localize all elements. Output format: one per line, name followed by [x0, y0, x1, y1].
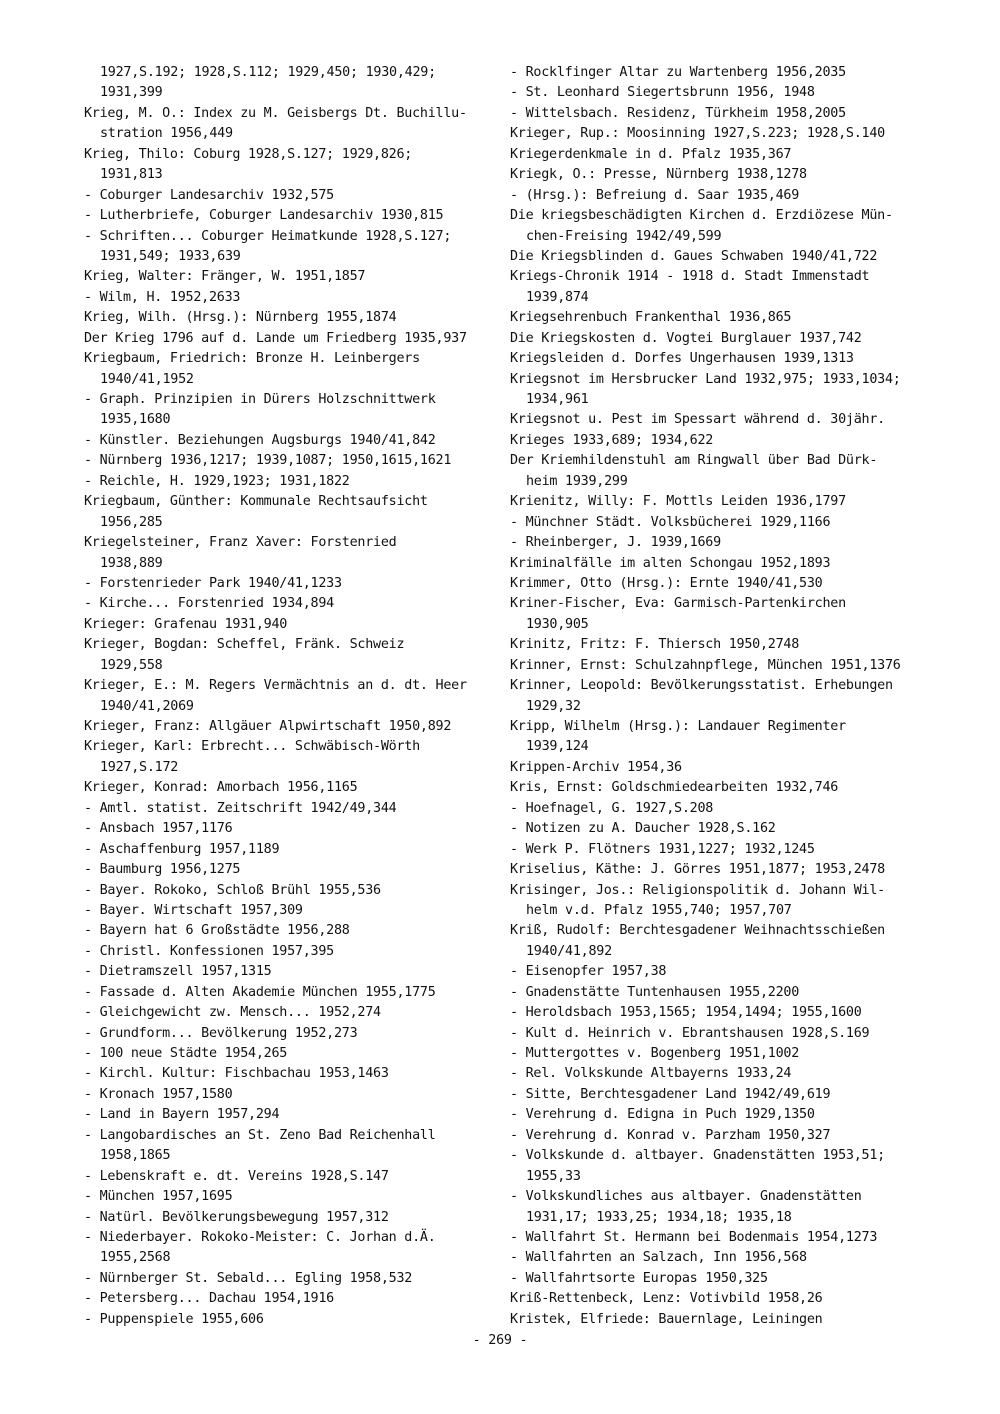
index-entry-line: - Grundform... Bevölkerung 1952,273	[84, 1025, 358, 1041]
index-entry-line: Krieg, Wilh. (Hrsg.): Nürnberg 1955,1874	[84, 310, 397, 326]
index-entry-line: - Langobardisches an St. Zeno Bad Reichenhall	[84, 1127, 436, 1143]
index-entry-line: Krieger: Grafenau 1931,940	[84, 616, 288, 632]
index-entry-line: Kriegsnot u. Pest im Spessart während d. 30jähr.	[510, 412, 885, 428]
index-entry-line: - Rheinberger, J. 1939,1669	[510, 535, 721, 551]
index-entry-line: Die kriegsbeschädigten Kirchen d. Erzdiözese Mün-	[510, 208, 893, 224]
index-entry-line: 1939,124	[526, 739, 589, 755]
index-entry-line: helm v.d. Pfalz 1955,740; 1957,707	[526, 902, 792, 918]
index-entry-line: 1931,17; 1933,25; 1934,18; 1935,18	[526, 1209, 792, 1225]
index-entry-line: Kriegs-Chronik 1914 - 1918 d. Stadt Immenstadt	[510, 269, 870, 285]
index-entry-line: - Bayer. Wirtschaft 1957,309	[84, 902, 303, 918]
index-entry-line: chen-Freising 1942/49,599	[526, 228, 722, 244]
index-entry-line: Der Krieg 1796 auf d. Lande um Friedberg 1935,937	[84, 330, 467, 346]
index-entry-line: - Verehrung d. Konrad v. Parzham 1950,327	[510, 1127, 831, 1143]
index-entry-line: - Reichle, H. 1929,1923; 1931,1822	[84, 473, 350, 489]
index-entry-line: - Wilm, H. 1952,2633	[84, 289, 241, 305]
index-entry-line: Kriegsleiden d. Dorfes Ungerhausen 1939,1313	[510, 351, 854, 367]
index-entry-line: - St. Leonhard Siegertsbrunn 1956, 1948	[510, 85, 815, 101]
index-entry-line: - Gleichgewicht zw. Mensch... 1952,274	[84, 1005, 381, 1021]
index-entry-line: 1938,889	[100, 555, 163, 571]
index-entry-line: Die Kriegskosten d. Vogtei Burglauer 1937,742	[510, 330, 862, 346]
index-entry-line: - Puppenspiele 1955,606	[84, 1311, 264, 1327]
index-entry-line: Kriselius, Käthe: J. Görres 1951,1877; 1953,2478	[510, 862, 885, 878]
index-entry-line: - Rocklfinger Altar zu Wartenberg 1956,2035	[510, 65, 846, 80]
index-entry-line: Kris, Ernst: Goldschmiedearbeiten 1932,746	[510, 780, 839, 796]
index-entry-line: Krieger, Franz: Allgäuer Alpwirtschaft 1950,892	[84, 719, 452, 734]
index-entry-line: - Baumburg 1956,1275	[84, 862, 241, 878]
index-entry-line: - Wittelsbach. Residenz, Türkheim 1958,2005	[510, 105, 846, 121]
index-entry-line: - Kirchl. Kultur: Fischbachau 1953,1463	[84, 1066, 389, 1082]
index-entry-line: Der Kriemhildenstuhl am Ringwall über Bad Dürk-	[510, 453, 878, 469]
index-entry-line: - Wallfahrtsorte Europas 1950,325	[510, 1270, 768, 1286]
index-entry-line: 1927,S.192; 1928,S.112; 1929,450; 1930,429;	[100, 65, 436, 80]
index-entry-line: - Hoefnagel, G. 1927,S.208	[510, 800, 714, 816]
index-entry-line: - Petersberg... Dachau 1954,1916	[84, 1291, 334, 1307]
index-entry-line: 1927,S.172	[100, 759, 179, 775]
index-entry-line: - Lebenskraft e. dt. Vereins 1928,S.147	[84, 1168, 389, 1184]
index-entry-line: Kriegbaum, Friedrich: Bronze H. Leinbergers	[84, 351, 420, 367]
index-entry-line: - Wallfahrt St. Hermann bei Bodenmais 1954,1273	[510, 1229, 878, 1245]
index-entry-line: - Land in Bayern 1957,294	[84, 1107, 280, 1123]
index-entry-line: heim 1939,299	[526, 473, 628, 489]
index-entry-line: - Amtl. statist. Zeitschrift 1942/49,344	[84, 800, 397, 816]
index-entry-line: - (Hrsg.): Befreiung d. Saar 1935,469	[510, 187, 800, 203]
index-entry-line: Krieger, E.: M. Regers Vermächtnis an d. dt. Heer	[84, 678, 467, 694]
index-entry-line: - Christl. Konfessionen 1957,395	[84, 943, 334, 959]
index-entry-line: - Coburger Landesarchiv 1932,575	[84, 187, 334, 203]
index-entry-line: Die Kriegsblinden d. Gaues Schwaben 1940/41,722	[510, 248, 878, 264]
index-entry-line: 1931,549; 1933,639	[100, 248, 241, 264]
index-entry-line: 1931,813	[100, 167, 163, 183]
index-entry-line: 1958,1865	[100, 1148, 171, 1164]
index-entry-line: 1935,1680	[100, 412, 171, 428]
index-entry-line: - Schriften... Coburger Heimatkunde 1928,S.127;	[84, 228, 452, 244]
right-index-column	[510, 63, 930, 1330]
index-entry-line: - Forstenrieder Park 1940/41,1233	[84, 575, 342, 591]
index-entry-line: Kriegbaum, Günther: Kommunale Rechtsaufsicht	[84, 494, 428, 510]
index-entry-line: Krimmer, Otto (Hrsg.): Ernte 1940/41,530	[510, 575, 823, 591]
left-index-column	[84, 63, 494, 1330]
index-entry-line: Krieg, M. O.: Index zu M. Geisbergs Dt. Buchillu-	[84, 105, 467, 121]
index-entry-line: - Bayer. Rokoko, Schloß Brühl 1955,536	[84, 882, 381, 898]
index-entry-line: - Gnadenstätte Tuntenhausen 1955,2200	[510, 984, 800, 1000]
index-entry-line: Krieger, Bogdan: Scheffel, Fränk. Schweiz	[84, 637, 405, 653]
index-entry-line: Kriß-Rettenbeck, Lenz: Votivbild 1958,26	[510, 1291, 823, 1307]
index-entry-line: Krieger, Rup.: Moosinning 1927,S.223; 1928,S.140	[510, 126, 885, 142]
index-entry-line: - Kirche... Forstenried 1934,894	[84, 596, 334, 612]
index-entry-line: 1955,33	[526, 1168, 581, 1184]
index-entry-line: - Künstler. Beziehungen Augsburgs 1940/41,842	[84, 432, 436, 448]
index-entry-line: - Münchner Städt. Volksbücherei 1929,1166	[510, 514, 831, 530]
index-entry-line: - Verehrung d. Edigna in Puch 1929,1350	[510, 1107, 815, 1123]
index-entry-line: - Aschaffenburg 1957,1189	[84, 841, 280, 857]
index-entry-line: - Kronach 1957,1580	[84, 1086, 233, 1102]
index-entry-line: 1931,399	[100, 85, 163, 101]
index-entry-line: - Nürnberg 1936,1217; 1939,1087; 1950,1615,1621	[84, 453, 452, 469]
index-entry-line: Kristek, Elfriede: Bauernlage, Leiningen	[510, 1311, 823, 1327]
index-entry-line: - Heroldsbach 1953,1565; 1954,1494; 1955,1600	[510, 1005, 862, 1021]
index-entry-line: - Nürnberger St. Sebald... Egling 1958,532	[84, 1270, 413, 1286]
index-entry-line: - Sitte, Berchtesgadener Land 1942/49,619	[510, 1086, 831, 1102]
index-entry-line: - Eisenopfer 1957,38	[510, 964, 667, 980]
index-entry-line: Kriegelsteiner, Franz Xaver: Forstenried	[84, 535, 397, 551]
index-entry-line: 1956,285	[100, 514, 163, 530]
index-entry-line: Krippen-Archiv 1954,36	[510, 759, 682, 775]
index-entry-line: 1940/41,2069	[100, 698, 194, 714]
index-entry-line: 1934,961	[526, 392, 589, 407]
index-entry-line: Krisinger, Jos.: Religionspolitik d. Johann Wil-	[510, 882, 885, 898]
index-entry-line: - Kult d. Heinrich v. Ebrantshausen 1928,S.169	[510, 1025, 870, 1041]
index-entry-line: - Niederbayer. Rokoko-Meister: C. Jorhan d.Ä.	[84, 1229, 436, 1245]
index-entry-line: - Volkskunde d. altbayer. Gnadenstätten 1953,51;	[510, 1148, 885, 1164]
index-entry-line: 1955,2568	[100, 1250, 171, 1266]
index-entry-line: Kriß, Rudolf: Berchtesgadener Weihnachtsschießen	[510, 923, 885, 939]
index-entry-line: Krinitz, Fritz: F. Thiersch 1950,2748	[510, 637, 800, 653]
index-entry-line: Krinner, Ernst: Schulzahnpflege, München 1951,1376	[510, 657, 901, 673]
index-entry-line: - Muttergottes v. Bogenberg 1951,1002	[510, 1046, 800, 1061]
index-entry-line: 1930,905	[526, 616, 589, 632]
index-entry-line: - 100 neue Städte 1954,265	[84, 1046, 288, 1061]
index-entry-line: 1939,874	[526, 289, 589, 305]
index-entry-line: 1940/41,892	[526, 943, 612, 959]
index-entry-line: Krieges 1933,689; 1934,622	[510, 432, 714, 448]
index-entry-line: - Graph. Prinzipien in Dürers Holzschnittwerk	[84, 392, 436, 407]
index-entry-line: Krieger, Karl: Erbrecht... Schwäbisch-Wörth	[84, 739, 420, 755]
index-entry-line: - Werk P. Flötners 1931,1227; 1932,1245	[510, 841, 815, 857]
index-entry-line: Kriegerdenkmale in d. Pfalz 1935,367	[510, 146, 792, 162]
index-entry-line: Kriegsnot im Hersbrucker Land 1932,975; 1933,1034;	[510, 371, 901, 387]
index-entry-line: Krinner, Leopold: Bevölkerungsstatist. Erhebungen	[510, 678, 893, 694]
index-entry-line: 1929,32	[526, 698, 581, 714]
index-entry-line: 1929,558	[100, 657, 163, 673]
index-entry-line: - Natürl. Bevölkerungsbewegung 1957,312	[84, 1209, 389, 1225]
index-entry-line: - Notizen zu A. Daucher 1928,S.162	[510, 821, 776, 837]
page-number: - 269 -	[472, 1333, 528, 1348]
index-entry-line: Krienitz, Willy: F. Mottls Leiden 1936,1797	[510, 494, 846, 510]
index-entry-line: - Fassade d. Alten Akademie München 1955,1775	[84, 984, 436, 1000]
index-entry-line: - Ansbach 1957,1176	[84, 821, 233, 837]
index-entry-line: - Dietramszell 1957,1315	[84, 964, 272, 980]
index-entry-line: Krieger, Konrad: Amorbach 1956,1165	[84, 780, 358, 796]
index-entry-line: Kriner-Fischer, Eva: Garmisch-Partenkirchen	[510, 596, 846, 612]
index-entry-line: - Wallfahrten an Salzach, Inn 1956,568	[510, 1250, 807, 1266]
index-entry-line: 1940/41,1952	[100, 371, 194, 387]
index-entry-line: Kripp, Wilhelm (Hrsg.): Landauer Regimenter	[510, 719, 846, 734]
index-entry-line: Kriegsehrenbuch Frankenthal 1936,865	[510, 310, 792, 326]
index-entry-line: - Bayern hat 6 Großstädte 1956,288	[84, 923, 350, 939]
index-entry-line: - München 1957,1695	[84, 1189, 233, 1205]
index-entry-line: stration 1956,449	[100, 126, 233, 142]
index-entry-line: Krieg, Thilo: Coburg 1928,S.127; 1929,826;	[84, 146, 413, 162]
index-entry-line: Kriegk, O.: Presse, Nürnberg 1938,1278	[510, 167, 807, 183]
index-entry-line: Kriminalfälle im alten Schongau 1952,1893	[510, 555, 831, 571]
index-entry-line: - Lutherbriefe, Coburger Landesarchiv 1930,815	[84, 208, 444, 224]
index-entry-line: Krieg, Walter: Fränger, W. 1951,1857	[84, 269, 366, 285]
index-entry-line: - Volkskundliches aus altbayer. Gnadenstätten	[510, 1189, 862, 1205]
index-entry-line: - Rel. Volkskunde Altbayerns 1933,24	[510, 1066, 792, 1082]
